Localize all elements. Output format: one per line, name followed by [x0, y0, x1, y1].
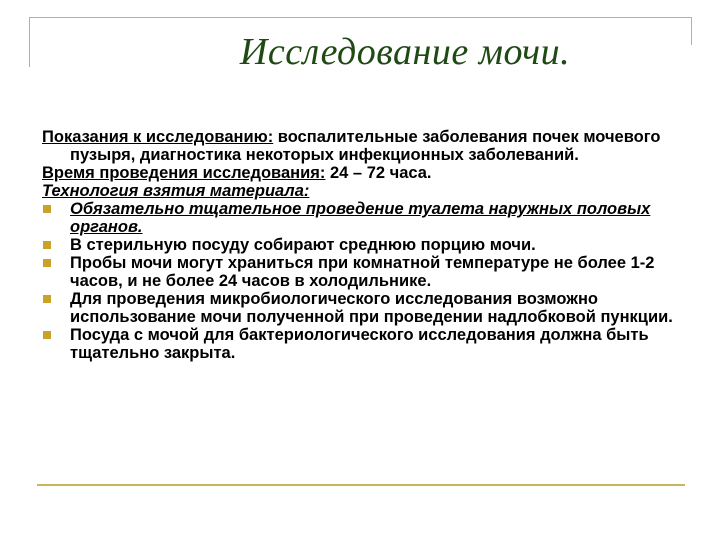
bullet-text: Для проведения микробиологического исследования возможно использование мочи полученной при проведении надлобковой пункции.: [70, 290, 673, 326]
square-bullet-icon: [43, 259, 51, 267]
frame-bottom-line: [37, 484, 685, 486]
list-item: [42, 326, 692, 362]
indications-paragraph: [42, 128, 692, 164]
list-item: [42, 254, 692, 290]
technology-paragraph: [42, 182, 692, 200]
time-paragraph: [42, 164, 692, 182]
bullet-text: Пробы мочи могут храниться при комнатной температуре не более 1-2 часов, и не более 24 часов в холодильнике.: [70, 254, 655, 290]
slide-title: Исследование мочи.: [239, 31, 571, 73]
list-item: [42, 200, 692, 236]
frame-top-line: [29, 17, 692, 18]
time-text: 24 – 72 часа.: [325, 164, 432, 182]
square-bullet-icon: [43, 205, 51, 213]
indications-text: воспалительные заболевания почек мочевого пузыря, диагностика некоторых инфекционных заболеваний.: [70, 128, 661, 164]
time-label: Время проведения исследования:: [42, 164, 326, 182]
slide-body: [42, 128, 692, 362]
technology-label: Технология взятия материала:: [42, 182, 310, 200]
indications-label: Показания к исследованию:: [42, 128, 274, 146]
bullet-text: Обязательно тщательное проведение туалета наружных половых органов.: [70, 200, 651, 236]
square-bullet-icon: [43, 331, 51, 339]
bullet-text: В стерильную посуду собирают среднюю порцию мочи.: [70, 236, 536, 254]
list-item: [42, 236, 692, 254]
square-bullet-icon: [43, 295, 51, 303]
bullet-text: Посуда с мочой для бактериологического исследования должна быть тщательно закрыта.: [70, 326, 649, 362]
list-item: [42, 290, 692, 326]
square-bullet-icon: [43, 241, 51, 249]
